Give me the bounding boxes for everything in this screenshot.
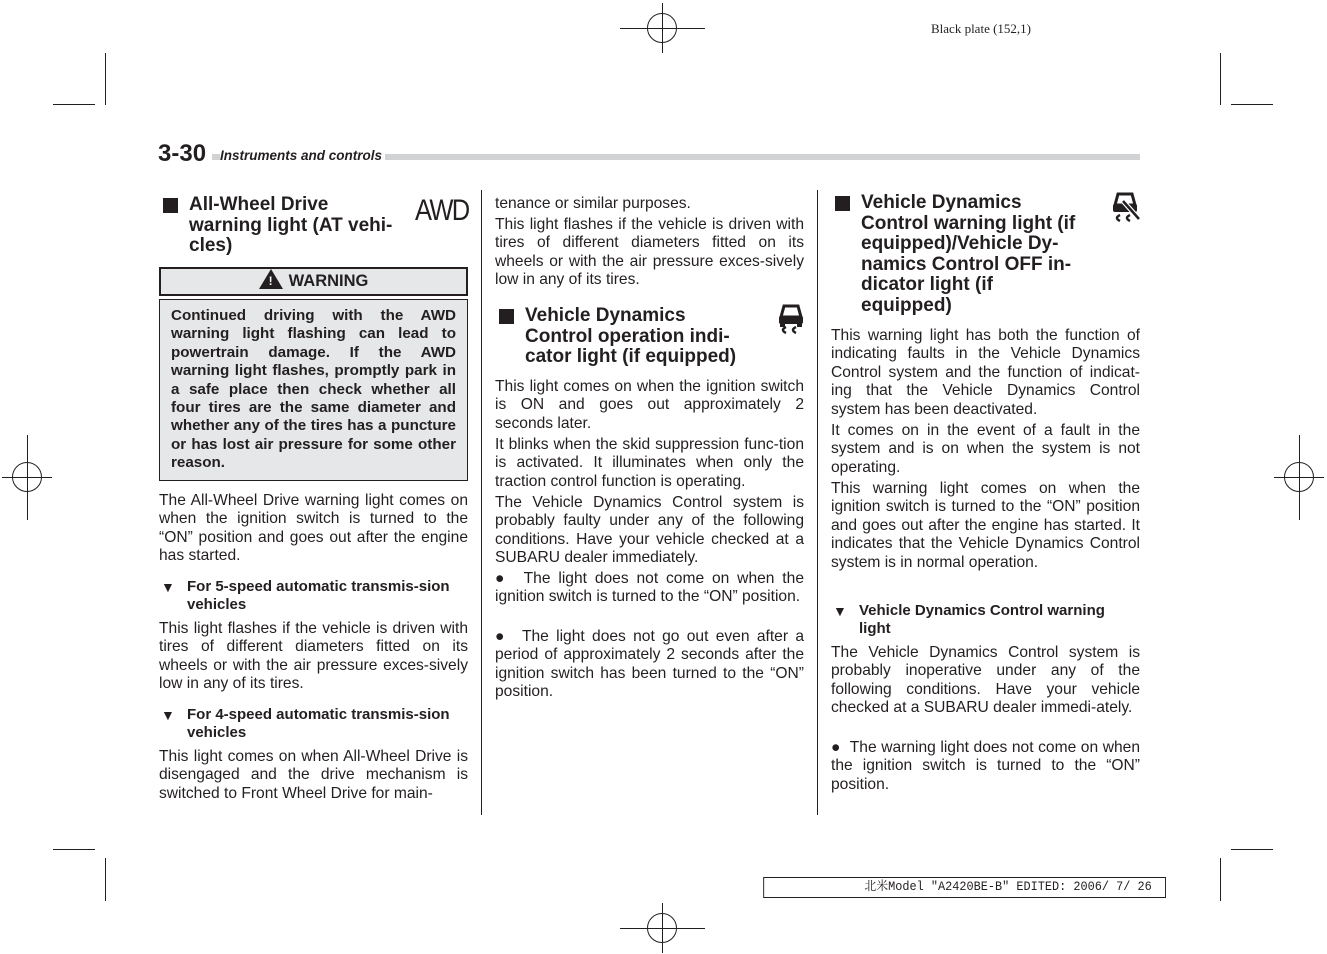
title-line: equipped) <box>861 294 952 316</box>
title-line: Control operation indi- <box>525 325 730 347</box>
paragraph: This warning light has both the function of indicating faults in the Vehicle Dynamics Control system and the function of indicat-ing that the Vehicle Dynamics Control system has been deactivated. <box>831 327 1140 418</box>
bullet-item <box>831 739 1140 794</box>
warning-header <box>159 267 468 296</box>
warning-label: WARNING <box>288 272 369 290</box>
section-bullet-icon <box>163 198 178 213</box>
paragraph: The Vehicle Dynamics Control system is probably inoperative under any of the following conditions. Have your vehicle checked at a SUBARU dealer immedi-ately. <box>831 644 1140 717</box>
subheading-text: Vehicle Dynamics Control warning light <box>859 602 1105 637</box>
title-line: warning light (AT vehi- <box>189 214 393 236</box>
footer-edit-stamp <box>763 877 1166 898</box>
page-number: 3-30 <box>158 140 212 168</box>
section-bullet-icon <box>499 309 514 324</box>
awd-section-title <box>189 195 392 257</box>
bullet-icon: ● <box>831 739 850 756</box>
paragraph: tenance or similar purposes. <box>495 195 691 212</box>
subheading: ▼ For 5-speed automatic transmis-sion vehicles <box>161 578 450 613</box>
vdc-warning-title <box>861 193 1075 317</box>
bullet-item <box>495 628 804 702</box>
paragraph: This light comes on when All-Wheel Drive is disengaged and the drive mechanism is switched to Front Wheel Drive for main- <box>159 748 468 802</box>
plate-label: Black plate (152,1) <box>931 21 1031 36</box>
title-line: equipped)/Vehicle Dy- <box>861 233 1059 255</box>
warning-box <box>159 299 468 481</box>
paragraph: It blinks when the skid suppression func-tion is activated. It illuminates when only the traction control function is operating. <box>495 436 804 490</box>
subheading-text: For 5-speed automatic transmis-sion vehicles <box>187 578 450 613</box>
subheading: ▼ For 4-speed automatic transmis-sion vehicles <box>161 706 450 741</box>
title-line: cator light (if equipped) <box>525 346 737 368</box>
paragraph: It comes on in the event of a fault in the system and is on when the system is not operating. <box>831 422 1140 476</box>
title-line: dicator light (if <box>861 274 993 296</box>
awd-icon: AWD <box>415 194 469 227</box>
section-bullet-icon <box>835 196 850 211</box>
paragraph: This warning light comes on when the ignition switch is turned to the “ON” position and goes out after the engine has started. It indicates that the Vehicle Dynamics Control system is in normal operation. <box>831 480 1140 571</box>
paragraph: The Vehicle Dynamics Control system is probably faulty under any of the following conditions. Have your vehicle checked at a SUBARU dealer immediately. <box>495 494 804 567</box>
bullet-text: The light does not come on when the ignition switch is turned to the “ON” position. <box>495 570 804 606</box>
bullet-item <box>495 570 804 607</box>
column-divider <box>481 190 482 815</box>
paragraph: This light flashes if the vehicle is driven with tires of different diameters fitted on its wheels or with the air pressure exces-sively low in any of its tires. <box>159 620 468 693</box>
vdc-off-icon <box>1109 191 1141 223</box>
footer-text: 北米Model "A2420BE-B" EDITED: 2006/ 7/ 26 <box>864 880 1152 894</box>
paragraph: This light comes on when the ignition switch is ON and goes out approximately 2 seconds later. <box>495 378 804 432</box>
title-line: namics Control OFF in- <box>861 253 1072 275</box>
title-line: Vehicle Dynamics <box>525 305 686 326</box>
warning-text: Continued driving with the AWD warning light flashing can lead to powertrain damage. If the AWD warning light flashes, promptly park in a safe place then check whether all four tires are the same diameter and whether any of the tires has a puncture or has lost air pressure for some other reason. <box>171 307 456 472</box>
section-title: Instruments and controls <box>220 148 385 163</box>
subheading: ▼ Vehicle Dynamics Control warning light <box>833 602 1105 637</box>
warning-triangle-icon: ! <box>259 269 283 289</box>
bullet-text: The warning light does not come on when the ignition switch is turned to the “ON” position. <box>831 739 1140 793</box>
skid-car-icon <box>776 303 806 335</box>
column-divider <box>817 190 818 815</box>
paragraph: This light flashes if the vehicle is driven with tires of different diameters fitted on its wheels or with the air pressure exces-sively low in any of its tires. <box>495 216 804 289</box>
bullet-icon: ● <box>495 628 522 645</box>
title-line: Vehicle Dynamics <box>861 192 1022 213</box>
paragraph: The All-Wheel Drive warning light comes on when the ignition switch is turned to the “ON” position and goes out after the engine has started. <box>159 492 468 565</box>
vdc-operation-title <box>525 306 736 368</box>
bullet-text: The light does not go out even after a period of approximately 2 seconds after the ignition switch has been turned to the “ON” position. <box>495 628 804 701</box>
bullet-icon: ● <box>495 570 524 587</box>
title-line: All-Wheel Drive <box>189 194 329 215</box>
subheading-text: For 4-speed automatic transmis-sion vehicles <box>187 706 450 741</box>
title-line: cles) <box>189 235 233 257</box>
title-line: Control warning light (if <box>861 212 1076 234</box>
